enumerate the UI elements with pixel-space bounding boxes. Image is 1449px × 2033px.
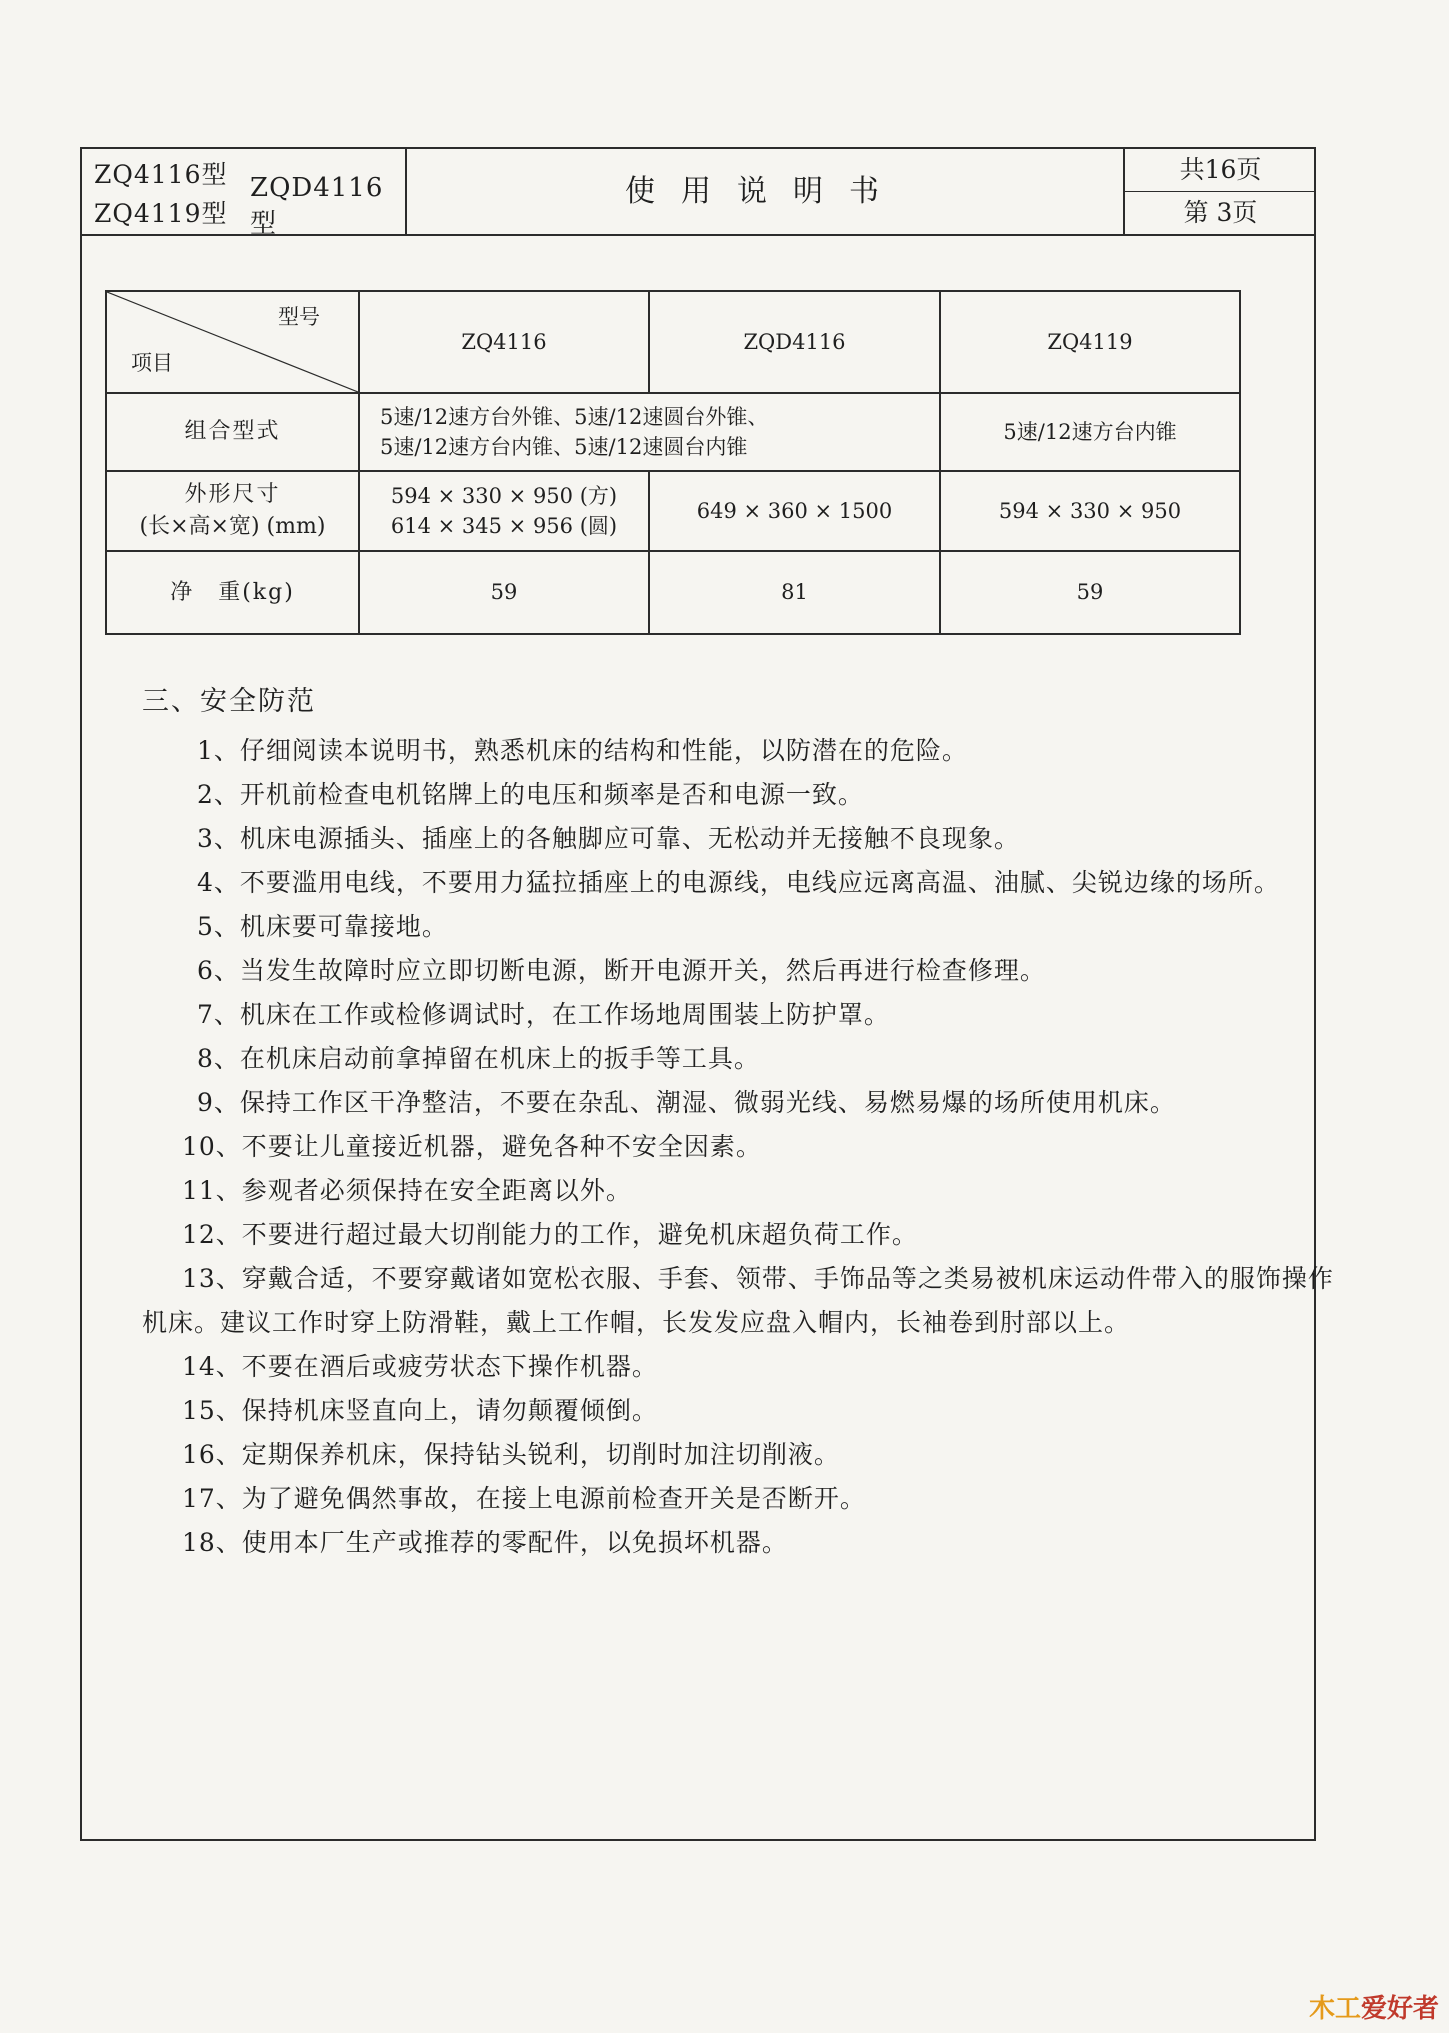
cell-line-1: 594 × 330 × 950 (方) — [390, 483, 618, 508]
column-header: ZQ4116 — [359, 291, 649, 393]
model-cell — [82, 149, 407, 239]
table-row — [106, 393, 1240, 471]
list-item: 18、使用本厂生产或推荐的零配件，以免损坏机器。 — [182, 1528, 788, 1557]
table-row — [106, 471, 1240, 551]
list-item: 17、为了避免偶然事故，在接上电源前检查开关是否断开。 — [182, 1484, 866, 1513]
row-label — [106, 471, 359, 551]
column-header: ZQ4119 — [940, 291, 1240, 393]
list-item: 5、机床要可靠接地。 — [197, 912, 448, 941]
list-item: 10、不要让儿童接近机器，避免各种不安全因素。 — [182, 1132, 762, 1161]
list-item: 9、保持工作区干净整洁，不要在杂乱、潮湿、微弱光线、易燃易爆的场所使用机床。 — [197, 1088, 1176, 1117]
page-info — [1125, 149, 1316, 234]
list-item: 7、机床在工作或检修调试时，在工作场地周围装上防护罩。 — [197, 1000, 890, 1029]
table-cell: 59 — [940, 551, 1240, 634]
list-item: 2、开机前检查电机铭牌上的电压和频率是否和电源一致。 — [197, 780, 864, 809]
document-title: 使用说明书 — [407, 149, 1125, 234]
diag-top-label: 型号 — [278, 305, 320, 329]
list-item: 11、参观者必须保持在安全距离以外。 — [182, 1176, 632, 1205]
table-cell — [359, 471, 649, 551]
table-cell: 59 — [359, 551, 649, 634]
row-label-line-2: (长×高×宽) (mm) — [139, 514, 326, 539]
safety-list — [142, 729, 1337, 1565]
list-item: 13、穿戴合适，不要穿戴诸如宽松衣服、手套、领带、手饰品等之类易被机床运动件带入的服饰操作机床。建议工作时穿上防滑鞋，戴上工作帽，长发发应盘入帽内，长袖卷到肘部以上。 — [142, 1264, 1334, 1337]
model-a: ZQ4116型 — [94, 160, 228, 189]
merged-cell — [359, 393, 940, 471]
list-item: 16、定期保养机床，保持钻头锐利，切削时加注切削液。 — [182, 1440, 840, 1469]
model-c: ZQD4116型 — [250, 173, 384, 239]
list-item: 14、不要在酒后或疲劳状态下操作机器。 — [182, 1352, 658, 1381]
section-title: 三、安全防范 — [142, 686, 316, 717]
document-header — [82, 149, 1314, 239]
list-item: 3、机床电源插头、插座上的各触脚应可靠、无松动并无接触不良现象。 — [197, 824, 1020, 853]
list-item: 1、仔细阅读本说明书，熟悉机床的结构和性能，以防潜在的危险。 — [197, 736, 968, 765]
merged-line-1: 5速/12速方台外锥、5速/12速圆台外锥、 — [380, 404, 769, 429]
row-label-line-1: 外形尺寸 — [184, 482, 281, 508]
total-pages: 共16页 — [1125, 149, 1316, 192]
table-cell: 649 × 360 × 1500 — [649, 471, 940, 551]
table-header-row — [106, 291, 1240, 393]
row-label: 组合型式 — [106, 393, 359, 471]
watermark-part-2: 爱好者 — [1360, 1994, 1439, 2024]
table-cell: 81 — [649, 551, 940, 634]
row-label: 净 重(kg) — [106, 551, 359, 634]
model-b: ZQ4119型 — [94, 199, 228, 228]
table-row — [106, 551, 1240, 634]
column-header: ZQD4116 — [649, 291, 940, 393]
merged-line-2: 5速/12速方台内锥、5速/12速圆台内锥 — [380, 435, 748, 459]
list-item: 12、不要进行超过最大切削能力的工作，避免机床超负荷工作。 — [182, 1220, 918, 1249]
list-item: 4、不要滥用电线，不要用力猛拉插座上的电源线，电线应远离高温、油腻、尖锐边缘的场所。 — [197, 868, 1280, 897]
diagonal-header-cell — [106, 291, 359, 393]
diag-bottom-label: 项目 — [131, 350, 173, 375]
list-item: 8、在机床启动前拿掉留在机床上的扳手等工具。 — [197, 1044, 760, 1073]
site-watermark-logo — [1309, 1988, 1439, 2025]
cell-line-2: 614 × 345 × 956 (圆) — [390, 514, 618, 538]
spec-table — [105, 290, 1241, 635]
watermark-part-1: 木工 — [1308, 1994, 1361, 2024]
list-item: 15、保持机床竖直向上，请勿颠覆倾倒。 — [182, 1396, 658, 1425]
list-item: 6、当发生故障时应立即切断电源，断开电源开关，然后再进行检查修理。 — [197, 956, 1046, 985]
table-cell: 594 × 330 × 950 — [940, 471, 1240, 551]
document-frame — [80, 147, 1334, 1841]
page-number: 第 3页 — [1183, 198, 1258, 227]
table-cell: 5速/12速方台内锥 — [940, 393, 1240, 471]
